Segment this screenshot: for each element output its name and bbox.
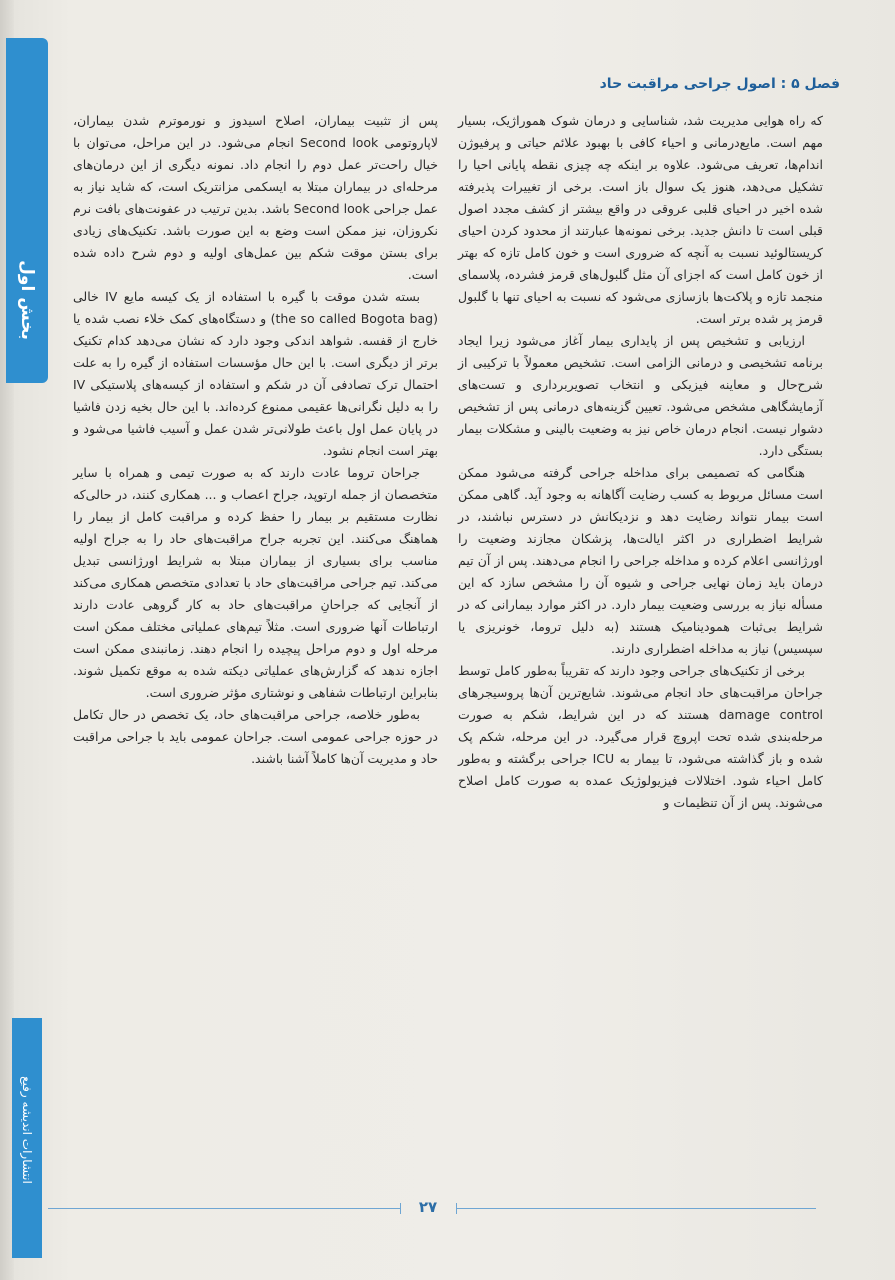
page-number: ۲۷ (418, 1198, 438, 1216)
paragraph: جراحان تروما عادت دارند که به صورت تیمی و همراه با سایر متخصصان از جمله ارتوپد، جراح اعصاب و ... همکاری کنند، در حالی‌که نظارت مستقیم بر بیمار را حفظ کرده و مراقبت کامل از بیمار را هماهنگ می‌کنند. این تجربه جراح مراقبت‌های حاد را به جراح اولیه مناسب برای بسیاری از بیماران مبتلا به شرایط اورژانسی تبدیل می‌کند. تیم جراحی مراقبت‌های حاد با تعدادی متخصص همکاری می‌کند از آنجایی که جراحانِ مراقبت‌های حاد به کار گروهی عادت دارند ارتباطات آنها ضروری است. مثلاً تیم‌های عملیاتی مختلف ممکن است مرحله اول و دوم مراحل پیچیده را انجام دهند. زمانبندی ممکن است اجازه ندهد که گزارش‌های عملیاتی دیکته شده به موقع تکمیل شوند. بنابراین ارتباطات شفاهی و نوشتاری مؤثر ضروری است. (73, 465, 438, 700)
paragraph: برخی از تکنیک‌های جراحی وجود دارند که تقریباً به‌طور کامل توسط جراحان مراقبت‌های حاد انجام می‌شوند. شایع‌ترین آن‌ها پروسیجرهای damage control هستند که در این شرایط، شکم به صورت مرحله‌بندی شده تحت اپروچ قرار می‌گیرد. در این مرحله، شکم پک شده و باز گذاشته می‌شود، تا بیمار به ICU جراحی برگشته و به‌طور کامل احیاء شود. اختلالات فیزیولوژیک عمده به صورت کامل اصلاح می‌شوند. پس از آن تنظیمات و (458, 663, 823, 810)
footer-tick-right (456, 1203, 457, 1214)
paragraph: هنگامی که تصمیمی برای مداخله جراحی گرفته می‌شود ممکن است مسائل مربوط به کسب رضایت آگاهانه به وجود آید. گاهی ممکن است بیمار نتواند رضایت دهد و نزدیکانش در دسترس نباشند، در شرایط اضطراری در اکثر ایالت‌ها، پزشکان مجازند وضعیت را اورژانسی اعلام کرده و مداخله جراحی را انجام می‌دهند. پس از آن تیم درمان باید زمان نهایی جراحی و شیوه آن را مشخص سازد که این مسأله نیاز به بررسی وضعیت بیمار دارد. در اکثر موارد بیمارانی که در شرایط بی‌ثبات همودینامیک هستند (به دلیل تروما، خونریزی یا سپسیس) نیاز به مداخله اضطراری دارند. (458, 465, 823, 656)
paragraph: بسته شدن موقت با گیره با استفاده از یک کیسه مایع IV خالی (the so called Bogota bag) و دستگاه‌های کمک خلاء نصب شده یا خارج از قفسه. شواهد اندکی وجود دارد که نشان می‌دهد کدام تکنیک برتر از دیگری است. با این حال مؤسسات استفاده از گیره را به علت احتمال ترک تصادفی آن در شکم و استفاده از کیسه‌های پلاستیکی IV را به دلیل نگرانی‌ها عقیمی ممنوع کرده‌اند. با این حال بخیه زدن فاشیا در پایان عمل اول باعث طولانی‌تر شدن عمل و آسیب فاشیا می‌شود و بهتر است انجام نشود. (73, 289, 438, 458)
paragraph: ارزیابی و تشخیص پس از پایداری بیمار آغاز می‌شود زیرا ایجاد برنامه تشخیصی و درمانی الزامی است. تشخیص معمولاً با ترکیبی از شرح‌حال و معاینه فیزیکی و انتخاب تصویربرداری و تست‌های آزمایشگاهی مشخص می‌شود. تعیین گزینه‌های درمانی پس از تشخیص دشوار نیست. انجام درمان خاص نیز به وضعیت بالینی و مشکلات بیمار بستگی دارد. (458, 333, 823, 458)
publisher-side-label: انتشارات اندیشه رفیع (20, 1076, 35, 1184)
paragraph: که راه هوایی مدیریت شد، شناسایی و درمان شوک هموراژیک، بسیار مهم است. مایع‌درمانی و احیاء کافی با بهبود علائم حیاتی و پرفیوژن اندام‌ها، تعریف می‌شود. علاوه بر اینکه چه چیزی نقطه پایانی احیا را تشکیل می‌دهد، هنوز یک سوال باز است. برخی از تغییرات پذیرفته شده اخیر در احیای قلبی عروقی در واقع بیشتر از کشف مجدد اصول قبلی است تا دانش جدید. برخی نمونه‌ها عبارتند از محدود کردن احیای کریستالوئید نسبت به آنچه که ضروری است و خون کامل تازه که بهتر از خون کامل است که اجزای آن مثل گلبول‌های قرمز فشرده، پلاسمای منجمد تازه و پلاکت‌ها بازسازی می‌شود که نسبت به احیای تنها با گلبول قرمز پر شده برتر است. (458, 113, 823, 326)
publisher-side-label-box (12, 1030, 42, 1230)
footer-rule-left (48, 1208, 400, 1209)
right-text-column (458, 110, 823, 814)
section-side-tab-label-box (6, 250, 48, 350)
chapter-title: فصل ۵ : اصول جراحی مراقبت حاد (599, 76, 840, 92)
footer-rule-right (456, 1208, 816, 1209)
paragraph: پس از تثبیت بیماران، اصلاح اسیدوز و نورموترم شدن بیماران، لاپاروتومی Second look انجام می‌شود. در این مراحل، می‌توان با خیال راحت‌تر عمل دوم را انجام داد. نمونه دیگری از این درمان‌های مرحله‌ای در بیماران مبتلا به ایسکمی مزانتریک است، که شاید نیاز به عمل جراحی Second look باشد. بدین ترتیب در عفونت‌های بافت نرم نکروزان، نیز ممکن است وضع به این صورت باشد. تکنیک‌های زیادی برای بستن موقت شکم بین عمل‌های اولیه و دوم شرح داده شده است. (73, 113, 439, 282)
section-side-tab-label: بخش اول (17, 260, 38, 340)
paragraph: به‌طور خلاصه، جراحی مراقبت‌های حاد، یک تخصص در حال تکامل در حوزه جراحی عمومی است. جراحان عمومی باید با جراحی مراقبت حاد و مدیریت آن‌ها کاملاً آشنا باشند. (73, 707, 438, 766)
left-text-column (73, 110, 438, 770)
